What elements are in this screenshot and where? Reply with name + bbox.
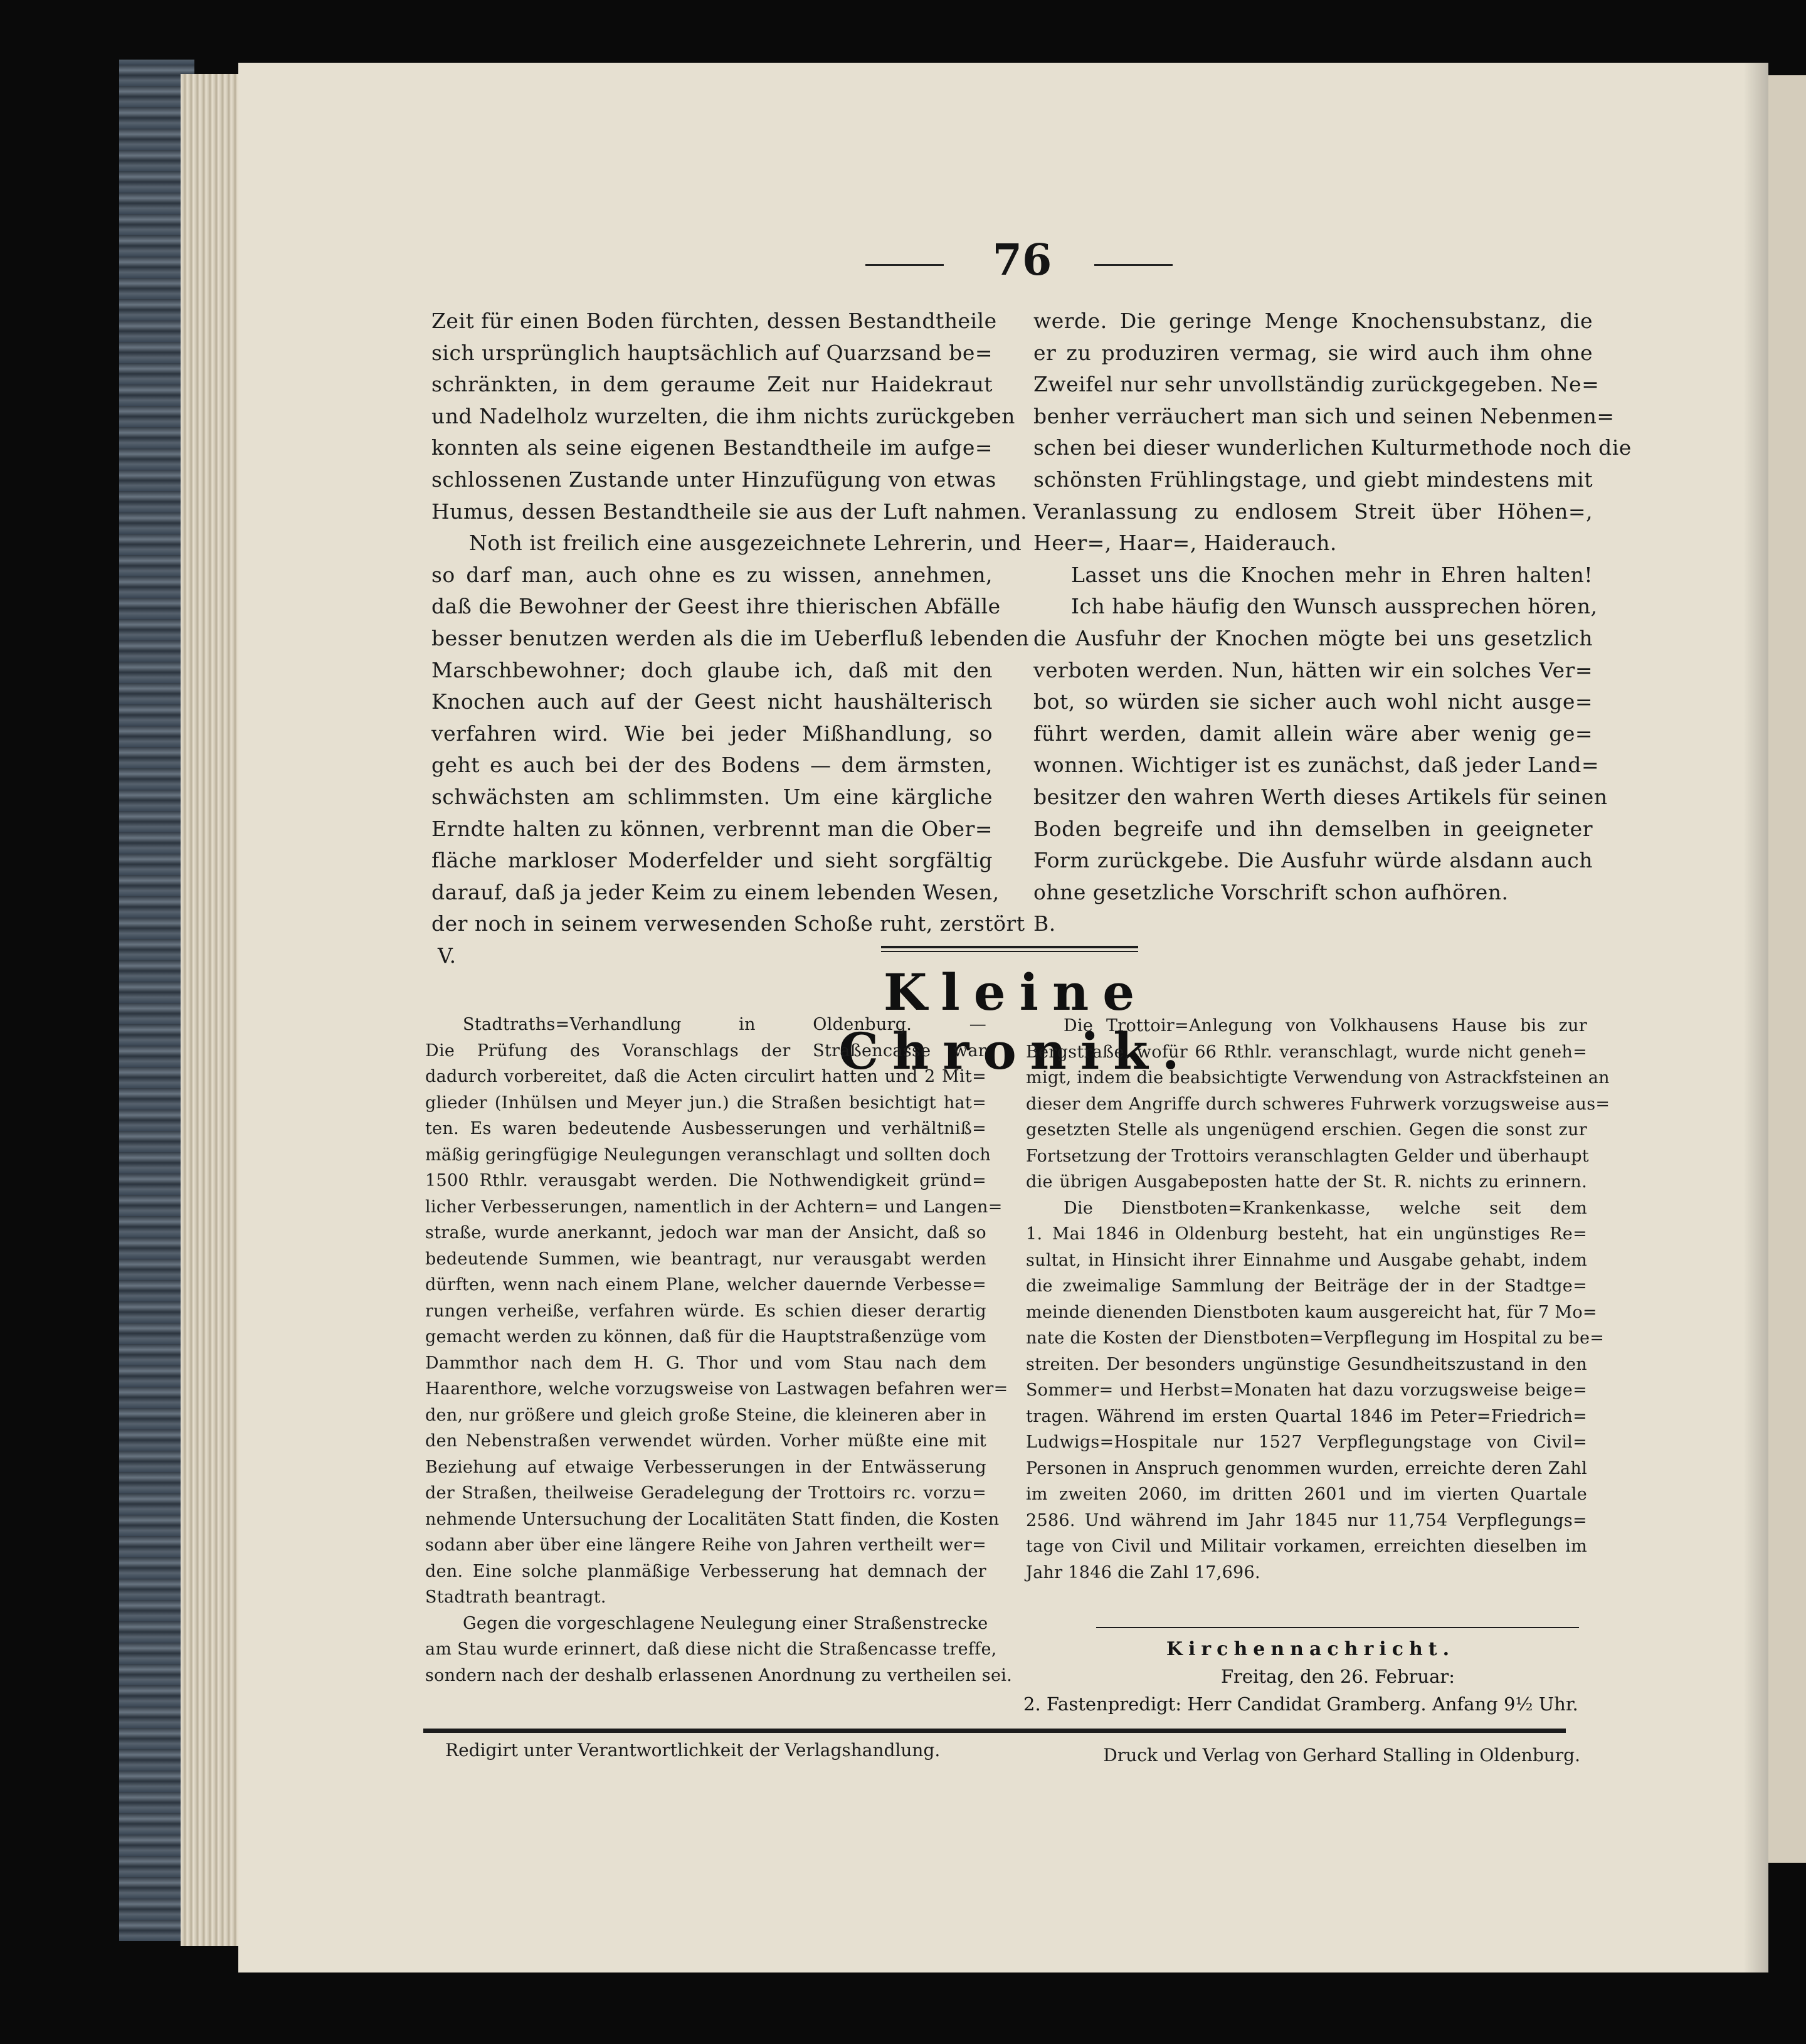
text-line: Noth ist freilich eine ausgezeichnete Lehrerin, und <box>469 531 1022 556</box>
text-line: schönsten Frühlingstage, und giebt mindestens mit <box>1033 467 1593 492</box>
text-line: Veranlassung zu endlosem Streit über Höhen=, <box>1033 499 1593 524</box>
text-line: Erndte halten zu können, verbrennt man die Ober= <box>431 816 993 841</box>
text-line: dieser dem Angriffe durch schweres Fuhrwerk vorzugsweise aus= <box>1026 1094 1610 1114</box>
chronik-left-column <box>425 1012 1013 1688</box>
page-header <box>865 235 1179 292</box>
text-line: schen bei dieser wunderlichen Kulturmethode noch die <box>1033 435 1632 460</box>
text-line: verfahren wird. Wie bei jeder Mißhandlung, so <box>431 721 993 746</box>
article-right-column <box>1033 305 1632 940</box>
text-line: der noch in seinem verwesenden Schoße ruht, zerstört <box>431 911 1025 936</box>
text-line: Ludwigs=Hospitale nur 1527 Verpflegungstage von Civil= <box>1026 1432 1587 1452</box>
text-line: Marschbewohner; doch glaube ich, daß mit den <box>431 657 993 682</box>
text-line: ten. Es waren bedeutende Ausbesserungen und verhältniß= <box>425 1119 986 1138</box>
text-line: Bergstraße, wofür 66 Rthlr. veranschlagt, wurde nicht geneh= <box>1026 1042 1587 1062</box>
text-line: verboten werden. Nun, hätten wir ein solches Ver= <box>1033 657 1593 682</box>
text-line: Dammthor nach dem H. G. Thor und vom Stau nach dem <box>425 1353 986 1373</box>
text-line: sondern nach der deshalb erlassenen Anordnung zu vertheilen sei. <box>425 1665 1013 1685</box>
neighbor-page-edge <box>1762 75 1806 1863</box>
text-line: besser benutzen werden als die im Ueberfluß lebenden <box>431 625 1030 650</box>
text-line: die Ausfuhr der Knochen mögte bei uns gesetzlich <box>1033 625 1593 650</box>
text-line: Heer=, Haar=, Haiderauch. <box>1033 531 1337 556</box>
text-line: dadurch vorbereitet, daß die Acten circulirt hatten und 2 Mit= <box>425 1067 986 1086</box>
text-line: sultat, in Hinsicht ihrer Einnahme und Ausgabe gehabt, indem <box>1026 1250 1587 1270</box>
text-line: bot, so würden sie sicher auch wohl nicht ausge= <box>1033 689 1593 714</box>
text-line: tage von Civil und Militair vorkamen, erreichten dieselben im <box>1026 1537 1587 1556</box>
text-line: Jahr 1846 die Zahl 17,696. <box>1026 1562 1260 1582</box>
text-line: licher Verbesserungen, namentlich in der Achtern= und Langen= <box>425 1197 1003 1217</box>
text-line: 2586. Und während im Jahr 1845 nur 11,754 Verpflegungs= <box>1026 1510 1587 1530</box>
section-divider-top-thin <box>881 951 1138 952</box>
text-line: er zu produziren vermag, sie wird auch ihm ohne <box>1033 340 1593 365</box>
text-line: wonnen. Wichtiger ist es zunächst, daß jeder Land= <box>1033 753 1600 778</box>
footer-rule <box>423 1729 1566 1733</box>
section-title: Kleine Chronik. <box>838 963 1193 1081</box>
text-line: Haarenthore, welche vorzugsweise von Lastwagen befahren wer= <box>425 1379 1008 1399</box>
text-line: sodann aber über eine längere Reihe von Jahren vertheilt wer= <box>425 1535 986 1555</box>
text-line: Stadtraths=Verhandlung in Oldenburg. — <box>463 1015 986 1034</box>
text-line: Ich habe häufig den Wunsch aussprechen hören, <box>1071 594 1598 619</box>
text-line: darauf, daß ja jeder Keim zu einem lebenden Wesen, <box>431 879 1000 904</box>
text-line: daß die Bewohner der Geest ihre thierischen Abfälle <box>431 594 1001 619</box>
text-line: Form zurückgebe. Die Ausfuhr würde alsdann auch <box>1033 848 1593 873</box>
text-line: Personen in Anspruch genommen wurden, erreichte deren Zahl <box>1026 1458 1587 1478</box>
text-line: streiten. Der besonders ungünstige Gesundheitszustand in den <box>1026 1354 1587 1374</box>
text-line: ohne gesetzliche Vorschrift schon aufhören. <box>1033 879 1509 904</box>
text-line: Zeit für einen Boden fürchten, dessen Bestandtheile <box>431 309 997 333</box>
text-line: straße, wurde anerkannt, jedoch war man der Ansicht, daß so <box>425 1223 986 1242</box>
text-line: tragen. Während im ersten Quartal 1846 im Peter=Friedrich= <box>1026 1406 1587 1426</box>
church-notice-date: Freitag, den 26. Februar: <box>1220 1666 1455 1687</box>
text-line: Stadtrath beantragt. <box>425 1587 606 1607</box>
text-line: benher verräuchert man sich und seinen Nebenmen= <box>1033 403 1615 428</box>
section-divider-top <box>881 946 1138 948</box>
text-line: Knochen auch auf der Geest nicht haushälterisch <box>431 689 993 714</box>
text-line: Sommer= und Herbst=Monaten hat dazu vorzugsweise beige= <box>1026 1380 1587 1400</box>
text-line: schränkten, in dem geraume Zeit nur Haidekraut <box>431 372 993 397</box>
text-line: gemacht werden zu können, daß für die Hauptstraßenzüge vom <box>425 1327 986 1347</box>
text-line: dürften, wenn nach einem Plane, welcher dauernde Verbesse= <box>425 1275 986 1295</box>
text-line: führt werden, damit allein wäre aber wenig ge= <box>1033 721 1593 746</box>
text-line: so darf man, auch ohne es zu wissen, annehmen, <box>431 562 993 587</box>
text-line: konnten als seine eigenen Bestandtheile im aufge= <box>431 435 993 460</box>
text-line: sich ursprünglich hauptsächlich auf Quarzsand be= <box>431 340 993 365</box>
text-line: 1. Mai 1846 in Oldenburg besteht, hat ein ungünstiges Re= <box>1026 1224 1587 1244</box>
text-line: schlossenen Zustande unter Hinzufügung von etwas <box>431 467 996 492</box>
text-line: und Nadelholz wurzelten, die ihm nichts zurückgeben <box>431 403 1015 428</box>
text-line: Lasset uns die Knochen mehr in Ehren halten! <box>1071 562 1593 587</box>
text-line: den Nebenstraßen verwendet würden. Vorher müßte eine mit <box>425 1431 986 1451</box>
text-line: die zweimalige Sammlung der Beiträge der in der Stadtge= <box>1026 1276 1587 1296</box>
text-line: besitzer den wahren Werth dieses Artikels für seinen <box>1033 784 1608 809</box>
text-line: den, nur größere und gleich große Steine, die kleineren aber in <box>425 1405 986 1425</box>
text-line: Beziehung auf etwaige Verbesserungen in der Entwässerung <box>425 1457 986 1477</box>
page-edges <box>181 74 246 1946</box>
church-notice-rule <box>1096 1627 1579 1628</box>
text-line: migt, indem die beabsichtigte Verwendung von Astrackfsteinen an <box>1026 1068 1610 1088</box>
text-line: rungen verheiße, verfahren würde. Es schien dieser derartig <box>425 1301 986 1321</box>
page-number: 76 <box>992 235 1052 285</box>
text-line: Humus, dessen Bestandtheile sie aus der Luft nahmen. <box>431 499 1028 524</box>
header-rule-left <box>865 264 944 266</box>
text-line: fläche markloser Moderfelder und sieht sorgfältig <box>431 848 993 873</box>
text-line: Die Prüfung des Voranschlags der Straßencasse war <box>425 1041 986 1061</box>
text-line: mäßig geringfügige Neulegungen veranschlagt und sollten doch <box>425 1145 991 1165</box>
text-line: gesetzten Stelle als ungenügend erschien. Gegen die sonst zur <box>1026 1120 1587 1140</box>
church-notice-body: 2. Fastenpredigt: Herr Candidat Gramberg. Anfang 9½ Uhr. <box>1023 1693 1578 1715</box>
text-line: glieder (Inhülsen und Meyer jun.) die Straßen besichtigt hat= <box>425 1093 986 1113</box>
text-line: den. Eine solche planmäßige Verbesserung hat demnach der <box>425 1561 986 1581</box>
signature-left: V. <box>438 943 457 968</box>
text-line: nehmende Untersuchung der Localitäten Statt finden, die Kosten <box>425 1509 1000 1529</box>
text-line: Zweifel nur sehr unvollständig zurückgegeben. Ne= <box>1033 372 1600 397</box>
chronik-right-column <box>1026 1013 1610 1586</box>
text-line: im zweiten 2060, im dritten 2601 und im vierten Quartale <box>1026 1485 1587 1504</box>
text-line: schwächsten am schlimmsten. Um eine kärgliche <box>431 784 993 809</box>
text-line: bedeutende Summen, wie beantragt, nur verausgabt werden <box>425 1249 986 1269</box>
text-line: Die Trottoir=Anlegung von Volkhausens Hause bis zur <box>1064 1016 1587 1035</box>
text-line: Gegen die vorgeschlagene Neulegung einer Straßenstrecke <box>463 1613 988 1633</box>
page-shadow <box>1743 63 1768 1973</box>
text-line: nate die Kosten der Dienstboten=Verpflegung im Hospital zu be= <box>1026 1328 1605 1348</box>
text-line: Fortsetzung der Trottoirs veranschlagten Gelder und überhaupt <box>1026 1146 1589 1166</box>
text-line: werde. Die geringe Menge Knochensubstanz, die <box>1033 309 1593 333</box>
text-line: Boden begreife und ihn demselben in geeigneter <box>1033 816 1593 841</box>
church-notice-title: Kirchennachricht. <box>1166 1638 1455 1660</box>
footer-editor-note: Redigirt unter Verantwortlichkeit der Verlagshandlung. <box>445 1740 941 1761</box>
text-line: die übrigen Ausgabeposten hatte der St. R. nichts zu erinnern. <box>1026 1172 1587 1192</box>
text-line: der Straßen, theilweise Geradelegung der Trottoirs rc. vorzu= <box>425 1483 986 1503</box>
header-rule-right <box>1094 264 1173 266</box>
text-line: 1500 Rthlr. verausgabt werden. Die Nothwendigkeit gründ= <box>425 1171 986 1190</box>
footer-printer-note: Druck und Verlag von Gerhard Stalling in Oldenburg. <box>1103 1745 1580 1766</box>
text-line: am Stau wurde erinnert, daß diese nicht die Straßencasse treffe, <box>425 1639 997 1659</box>
text-line: geht es auch bei der des Bodens — dem ärmsten, <box>431 753 993 778</box>
article-left-column <box>431 305 1030 972</box>
signature-right: B. <box>1033 911 1056 936</box>
text-line: Die Dienstboten=Krankenkasse, welche seit dem <box>1064 1198 1587 1218</box>
text-line: meinde dienenden Dienstboten kaum ausgereicht hat, für 7 Mo= <box>1026 1302 1597 1322</box>
